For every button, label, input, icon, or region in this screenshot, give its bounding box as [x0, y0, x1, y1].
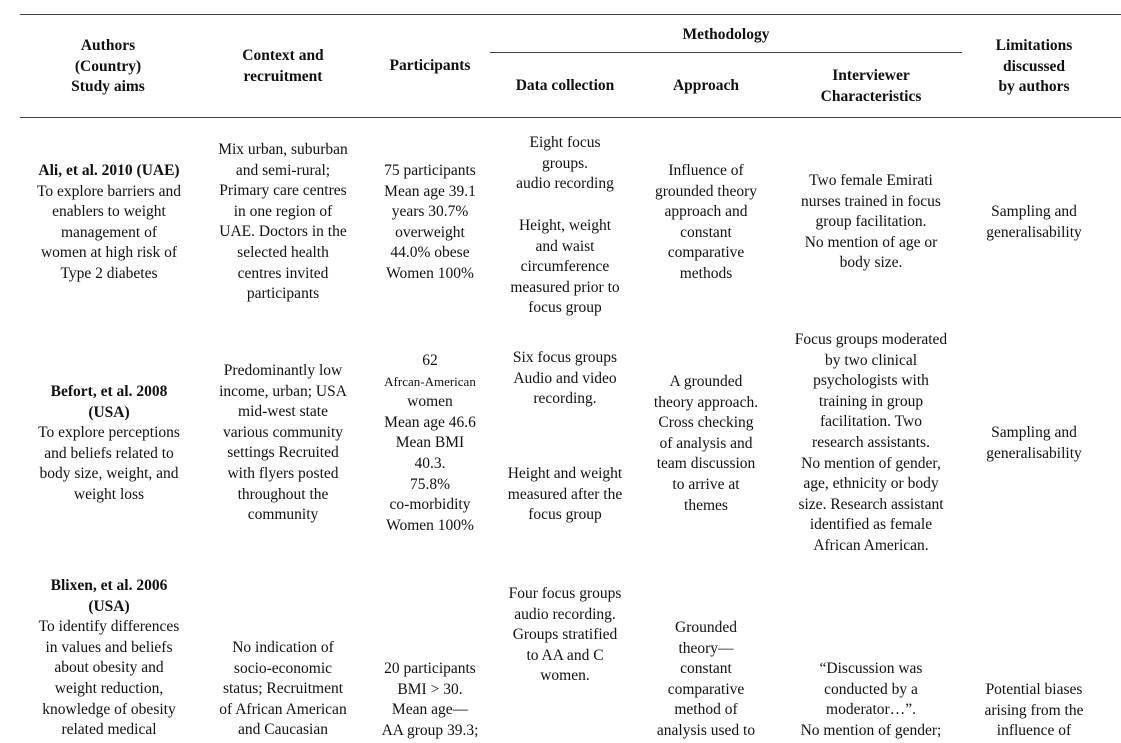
row3-data-collection: Four focus groups audio recording. Groups stratified to AA and C women.	[508, 585, 622, 685]
header-methodology: Methodology	[682, 26, 770, 43]
row3-context: No indication of socio-economic status; Recruitment of African American and Caucasian	[219, 639, 347, 739]
header-participants: Participants	[389, 57, 471, 74]
row2-approach: A grounded theory approach. Cross checking of analysis and team discussion to arrive at themes	[653, 373, 759, 514]
row3-limitations: Potential biases arising from the influence of	[984, 681, 1084, 740]
row1-interviewer: Two female Emirati nurses trained in focus group facilitation. No mention of age or body size.	[801, 172, 941, 272]
header-limitations: Limitations discussed by authors	[995, 37, 1073, 96]
row1-approach: Influence of grounded theory approach and constant comparative methods	[654, 162, 757, 282]
row1-data-collection: Eight focus groups. audio recording	[516, 134, 614, 193]
row2-data-collection: Six focus groups Audio and video recording.	[512, 349, 618, 408]
row1-limitations: Sampling and generalisability	[986, 203, 1082, 241]
header-authors: Authors (Country) Study aims	[71, 37, 145, 96]
methodology-rule	[490, 52, 962, 53]
row2-limitations: Sampling and generalisability	[986, 424, 1082, 462]
row3-interviewer: “Discussion was conducted by a moderator…”. No mention of gender;	[800, 660, 942, 739]
header-context: Context and recruitment	[242, 47, 324, 85]
header-approach: Approach	[672, 77, 740, 94]
row2-authors: Befort, et al. 2008 (USA) To explore perceptions and beliefs related to body size, weight, and weight loss	[38, 383, 180, 503]
row2-context: Predominantly low income, urban; USA mid-west state various community settings Recruited with flyers posted throughout the community	[219, 362, 347, 524]
row1-context: Mix urban, suburban and semi-rural; Primary care centres in one region of UAE. Doctors in the selected health centres invited participants	[218, 141, 348, 303]
row2-measurements: Height and weight measured after the focus group	[507, 465, 623, 524]
table-top-rule	[20, 14, 1121, 15]
header-data-collection: Data collection	[515, 77, 615, 94]
header-bottom-rule	[20, 117, 1121, 118]
row3-authors: Blixen, et al. 2006 (USA) To identify differences in values and beliefs about obesity and weight reduction, knowledge of obesity related medical	[38, 577, 180, 739]
row1-measurements: Height, weight and waist circumference measured prior to focus group	[510, 217, 620, 317]
row1-authors: Ali, et al. 2010 (UAE) To explore barriers and enablers to weight management of women at high risk of Type 2 diabetes	[37, 162, 181, 282]
row2-participants: 62 Afrcan-American women Mean age 46.6 Mean BMI 40.3. 75.8% co-morbidity Women 100%	[384, 352, 476, 534]
header-interviewer: Interviewer Characteristics	[820, 67, 922, 105]
row2-interviewer: Focus groups moderated by two clinical psychologists with training in group facilitation. Two research assistants. No mention of gender, age, ethnicity or body size. Research assistant identified as female African American.	[794, 331, 948, 554]
row1-participants: 75 participants Mean age 39.1 years 30.7% overweight 44.0% obese Women 100%	[384, 162, 476, 282]
row3-approach: Grounded theory— constant comparative method of analysis used to	[656, 619, 756, 739]
row3-participants: 20 participants BMI > 30. Mean age— AA group 39.3;	[381, 660, 479, 739]
